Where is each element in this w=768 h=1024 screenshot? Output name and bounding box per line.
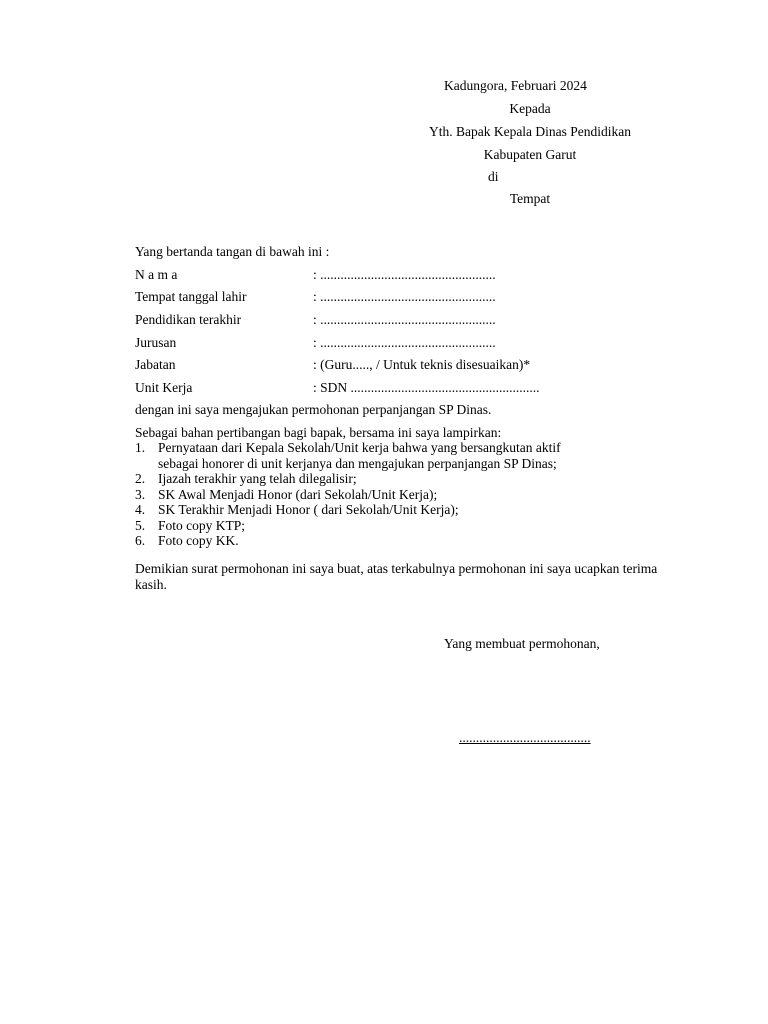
field-row-jabatan <box>135 357 695 375</box>
list-item-number: 2. <box>135 471 146 486</box>
field-value: : .................................................... <box>313 335 496 350</box>
list-item-number: 5. <box>135 517 146 533</box>
recipient-addressee: Yth. Bapak Kepala Dinas Pendidikan <box>428 124 632 139</box>
list-item <box>135 487 695 503</box>
list-item <box>135 440 695 471</box>
recipient-tempat: Tempat <box>509 191 551 206</box>
field-label: N a m a <box>135 267 178 282</box>
list-item <box>135 518 695 534</box>
field-label: Jabatan <box>135 357 176 372</box>
field-row-jurusan <box>135 335 695 353</box>
recipient-region: Kabupaten Garut <box>483 147 577 162</box>
list-item-text: Ijazah terakhir yang telah dilegalisir; <box>158 471 357 486</box>
field-value: : .................................................... <box>313 289 496 304</box>
field-row-nama <box>135 267 695 285</box>
field-label: Tempat tanggal lahir <box>135 289 247 304</box>
closing-text: Demikian surat permohonan ini saya buat, atas terkabulnya permohonan ini saya ucapkan terima kasih. <box>135 561 658 592</box>
list-item-text: Foto copy KK. <box>158 533 239 548</box>
list-item-number: 3. <box>135 486 146 502</box>
list-item-text-continued: sebagai honorer di unit kerjanya dan mengajukan perpanjangan SP Dinas; <box>158 455 557 471</box>
field-value: : .................................................... <box>313 312 496 327</box>
attachments-list <box>135 440 695 549</box>
field-label: Pendidikan terakhir <box>135 312 242 327</box>
field-row-tempat-tanggal-lahir <box>135 289 695 307</box>
list-item-text: Pernyataan dari Kepala Sekolah/Unit kerja bahwa yang bersangkutan aktif <box>158 440 561 455</box>
field-value: : .................................................... <box>313 267 496 282</box>
field-label: Unit Kerja <box>135 380 193 395</box>
field-row-pendidikan <box>135 312 695 330</box>
field-label: Jurusan <box>135 335 177 350</box>
list-item-text: SK Awal Menjadi Honor (dari Sekolah/Unit Kerja); <box>158 486 438 502</box>
intro-text: Yang bertanda tangan di bawah ini : <box>135 244 330 259</box>
list-item-number: 1. <box>135 440 146 455</box>
list-item <box>135 471 695 487</box>
list-item-text: Foto copy KTP; <box>158 517 246 533</box>
signature-label: Yang membuat permohonan, <box>444 636 600 651</box>
list-item <box>135 533 695 549</box>
request-text: dengan ini saya mengajukan permohonan perpanjangan SP Dinas. <box>135 402 492 417</box>
attachments-intro: Sebagai bahan pertibangan bagi bapak, bersama ini saya lampirkan: <box>135 425 502 440</box>
list-item <box>135 502 695 518</box>
field-row-unit-kerja <box>135 380 695 398</box>
list-item-number: 6. <box>135 533 146 548</box>
place-date: Kadungora, Februari 2024 <box>444 78 587 93</box>
list-item-number: 4. <box>135 502 146 517</box>
field-value: : (Guru....., / Untuk teknis disesuaikan)* <box>313 357 531 372</box>
recipient-kepada: Kepada <box>509 101 551 116</box>
list-item-text: SK Terakhir Menjadi Honor ( dari Sekolah/Unit Kerja); <box>158 502 459 517</box>
field-value: : SDN ........................................................ <box>313 380 540 395</box>
recipient-di: di <box>488 169 499 184</box>
signature-line: ....................................... <box>459 730 591 745</box>
